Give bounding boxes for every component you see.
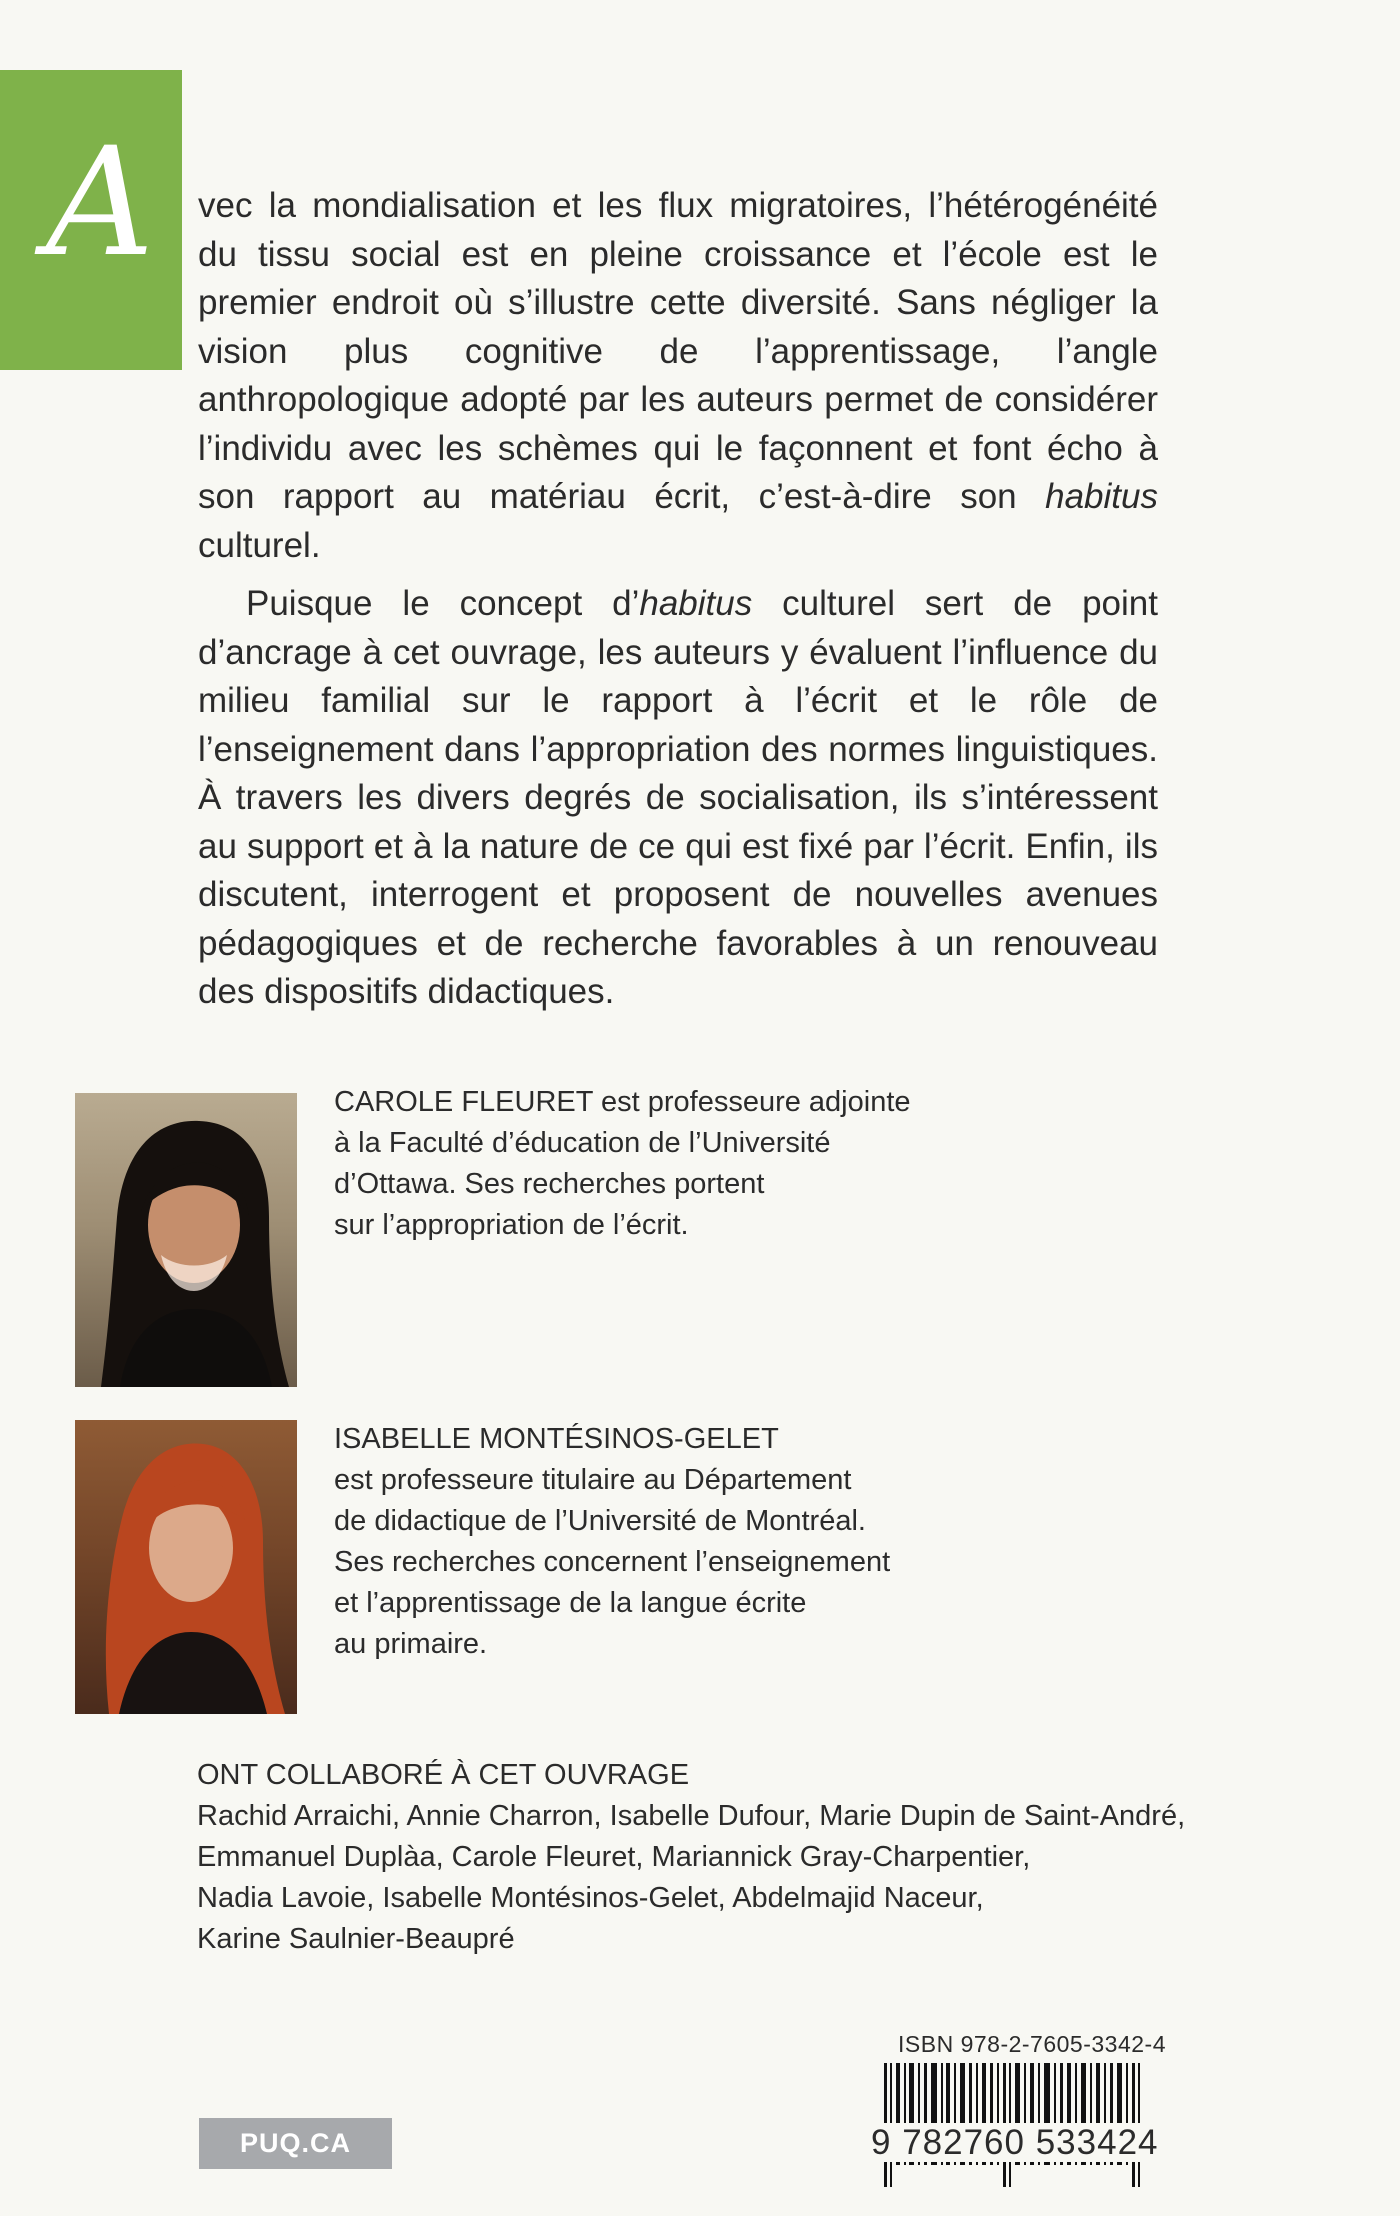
author-name: ISABELLE MONTÉSINOS-GELET [334, 1423, 779, 1455]
bio-line: est professeure titulaire au Département [334, 1464, 852, 1496]
collaborators-line: Nadia Lavoie, Isabelle Montésinos-Gelet, Abdelmajid Naceur, [197, 1882, 984, 1914]
author-bio-carole-fleuret [334, 1082, 984, 1246]
bio-line: et l’apprentissage de la langue écrite [334, 1587, 807, 1619]
bio-line: de didactique de l’Université de Montréal. [334, 1505, 866, 1537]
bio-line: d’Ottawa. Ses recherches portent [334, 1168, 765, 1200]
portrait-illustration [75, 1420, 297, 1714]
author-name: CAROLE FLEURET [334, 1086, 593, 1118]
bio-line: CAROLE FLEURET est professeure adjointe [334, 1086, 911, 1118]
collaborators-line: Rachid Arraichi, Annie Charron, Isabelle Dufour, Marie Dupin de Saint-André, [197, 1800, 1186, 1832]
author-bio-isabelle-montesinos-gelet [334, 1419, 984, 1665]
collaborators-line: Karine Saulnier-Beaupré [197, 1923, 515, 1955]
portrait-illustration [75, 1093, 297, 1387]
bio-line: à la Faculté d’éducation de l’Université [334, 1127, 831, 1159]
author-photo-carole-fleuret [75, 1093, 297, 1387]
bio-line: au primaire. [334, 1628, 488, 1660]
intro-text [198, 182, 1158, 1017]
collaborators-line: Emmanuel Duplàa, Carole Fleuret, Mariannick Gray-Charpentier, [197, 1841, 1031, 1873]
bio-line: Ses recherches concernent l’enseignement [334, 1546, 891, 1578]
collaborators-heading: ONT COLLABORÉ À CET OUVRAGE [197, 1759, 690, 1791]
intro-paragraph-1: vec la mondialisation et les flux migratoires, l’hétérogénéité du tissu social est en pleine croissance et l’école est le premier endroit où s’illustre cette diversité. Sans négliger la vision plus cognitive de l’apprentissage, l’angle anthropologique adopté par les auteurs permet de considérer l’individu avec les schèmes qui le façonnent et font écho à son rapport au matériau écrit, c’est-à-dire son habitus culturel. [198, 186, 1158, 565]
intro-paragraph-2: Puisque le concept d’habitus culturel sert de point d’ancrage à cet ouvrage, les auteurs y évaluent l’influence du milieu familial sur le rapport à l’écrit et le rôle de l’enseignement dans l’appropriation des normes linguistiques. À travers les divers degrés de socialisation, ils s’intéressent au support et à la nature de ce qui est fixé par l’écrit. Enfin, ils discutent, interrogent et proposent de nouvelles avenues pédagogiques et de recherche favorables à un renouveau des dispositifs didactiques. [198, 584, 1158, 1011]
publisher-badge: PUQ.CA [199, 2118, 392, 2169]
bio-line: sur l’appropriation de l’écrit. [334, 1209, 689, 1241]
isbn-label: ISBN 978-2-7605-3342-4 [898, 2031, 1166, 2057]
author-photo-isabelle-montesinos-gelet [75, 1420, 297, 1714]
collaborators-section [197, 1755, 1307, 1960]
barcode-digits: 9 782760 533424 [871, 2123, 1159, 2162]
drop-cap: A [46, 116, 155, 290]
